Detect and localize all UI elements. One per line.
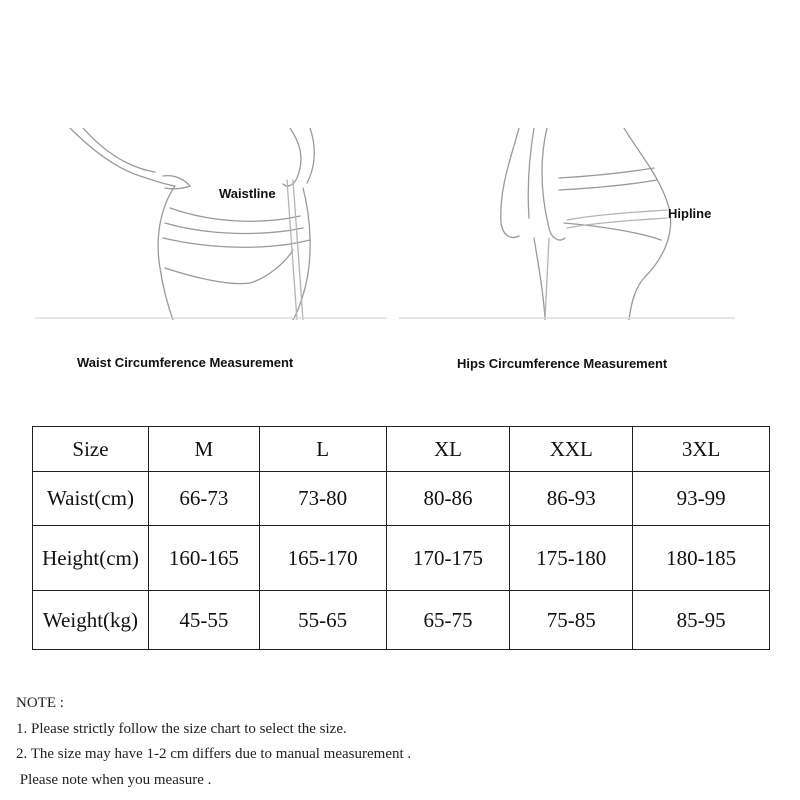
notes-title: NOTE : xyxy=(16,695,64,711)
header-cell: Size xyxy=(33,427,149,472)
table-cell: 85-95 xyxy=(633,591,770,650)
row-label: Weight(kg) xyxy=(33,591,149,650)
hips-caption: Hips Circumference Measurement xyxy=(457,356,668,371)
header-cell: L xyxy=(259,427,386,472)
header-cell: M xyxy=(148,427,259,472)
table-cell: 86-93 xyxy=(510,472,633,526)
table-cell: 175-180 xyxy=(510,526,633,591)
note-line: 1. Please strictly follow the size chart to select the size. xyxy=(16,720,347,737)
header-cell: XXL xyxy=(510,427,633,472)
table-cell: 93-99 xyxy=(633,472,770,526)
row-label: Height(cm) xyxy=(33,526,149,591)
table-cell: 165-170 xyxy=(259,526,386,591)
hipline-label: Hipline xyxy=(668,206,712,221)
waistline-label: Waistline xyxy=(219,186,276,201)
hips-measurement-illustration xyxy=(399,128,735,320)
table-cell: 73-80 xyxy=(259,472,386,526)
table-cell: 180-185 xyxy=(633,526,770,591)
note-line: Please note when you measure . xyxy=(16,771,212,788)
header-cell: XL xyxy=(386,427,510,472)
table-cell: 45-55 xyxy=(148,591,259,650)
table-row xyxy=(33,472,770,526)
header-cell: 3XL xyxy=(633,427,770,472)
table-row xyxy=(33,526,770,591)
waist-caption: Waist Circumference Measurement xyxy=(77,355,294,370)
table-cell: 80-86 xyxy=(386,472,510,526)
table-cell: 55-65 xyxy=(259,591,386,650)
waist-measurement-illustration xyxy=(35,128,387,320)
table-cell: 160-165 xyxy=(148,526,259,591)
note-line: 2. The size may have 1-2 cm differs due to manual measurement . xyxy=(16,746,412,762)
size-chart-table xyxy=(32,426,770,650)
table-cell: 75-85 xyxy=(510,591,633,650)
table-cell: 65-75 xyxy=(386,591,510,650)
table-cell: 66-73 xyxy=(148,472,259,526)
table-header-row xyxy=(33,427,770,472)
table-row xyxy=(33,591,770,650)
notes-section xyxy=(16,691,411,793)
table-cell: 170-175 xyxy=(386,526,510,591)
row-label: Waist(cm) xyxy=(33,472,149,526)
